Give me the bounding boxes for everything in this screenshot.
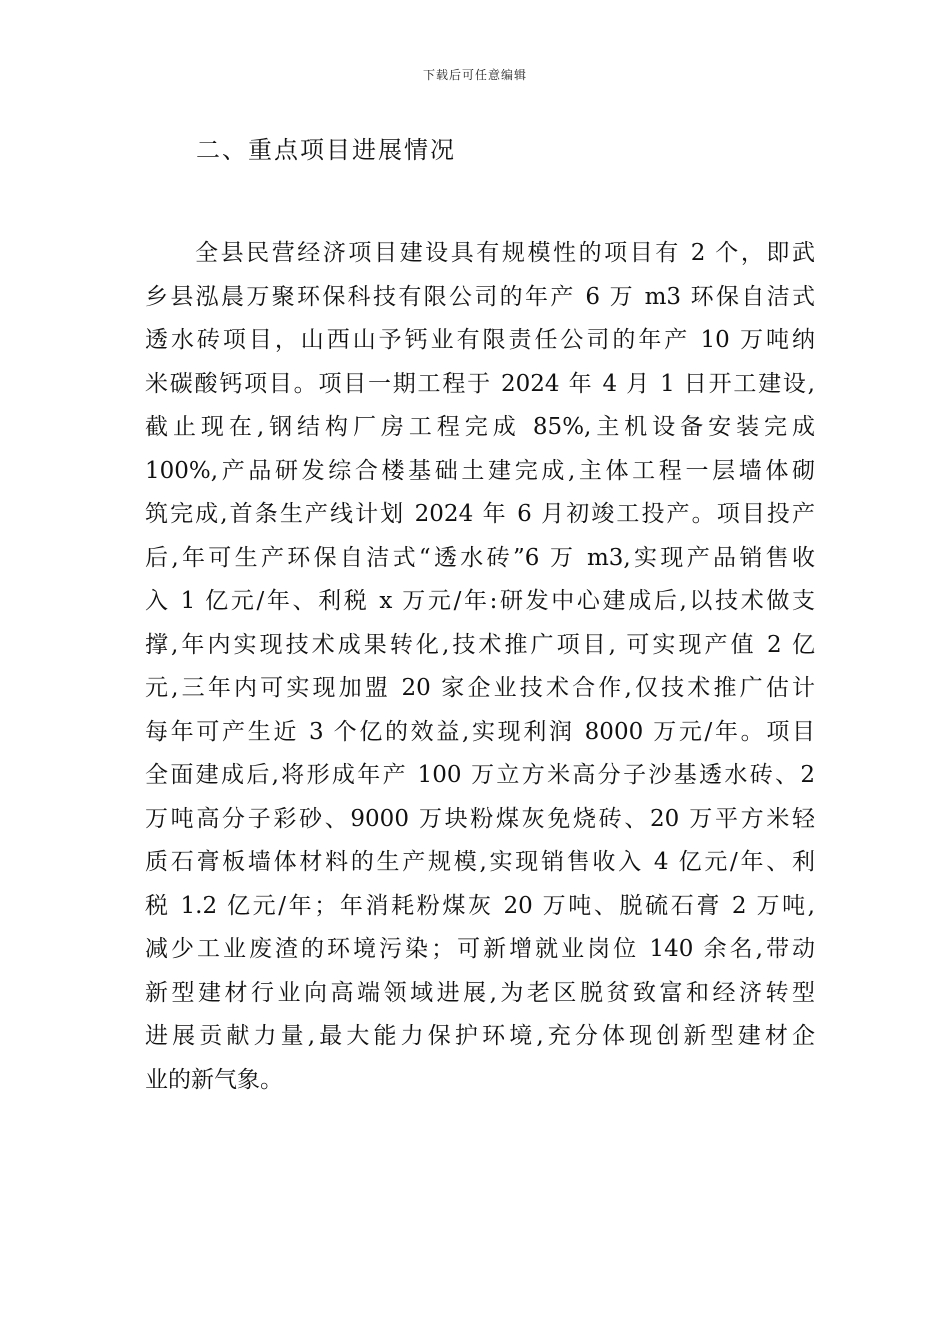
paragraph-line: 撑,年内实现技术成果转化,技术推广项目, 可实现产值 2 亿 bbox=[145, 631, 815, 658]
section-heading: 二、重点项目进展情况 bbox=[196, 136, 456, 164]
paragraph-line: 入 1 亿元/年、利税 x 万元/年:研发中心建成后,以技术做支 bbox=[145, 588, 815, 614]
body-paragraph bbox=[145, 232, 815, 1102]
paragraph-line: 每年可产生近 3 个亿的效益,实现利润 8000 万元/年。项目 bbox=[145, 718, 815, 745]
paragraph-line: 质石膏板墙体材料的生产规模,实现销售收入 4 亿元/年、利 bbox=[145, 849, 815, 875]
paragraph-line: 透水砖项目，山西山予钙业有限责任公司的年产 10 万吨纳 bbox=[145, 327, 815, 353]
paragraph-line: 全县民营经济项目建设具有规模性的项目有 2 个，即武 bbox=[195, 240, 815, 266]
paragraph-line: 进展贡献力量,最大能力保护环境,充分体现创新型建材企 bbox=[145, 1023, 815, 1049]
paragraph-line: 新型建材行业向高端领域进展,为老区脱贫致富和经济转型 bbox=[145, 979, 815, 1006]
paragraph-line: 米碳酸钙项目。项目一期工程于 2024 年 4 月 1 日开工建设, bbox=[145, 370, 815, 397]
download-note: 下载后可任意编辑 bbox=[422, 68, 527, 82]
paragraph-line: 全面建成后,将形成年产 100 万立方米高分子沙基透水砖、2 bbox=[145, 762, 815, 788]
paragraph-line: 元,三年内可实现加盟 20 家企业技术合作,仅技术推广估计 bbox=[145, 675, 815, 701]
paragraph-line: 乡县泓晨万聚环保科技有限公司的年产 6 万 m3 环保自洁式 bbox=[145, 283, 815, 310]
paragraph-line: 万吨高分子彩砂、9000 万块粉煤灰免烧砖、20 万平方米轻 bbox=[145, 805, 815, 832]
paragraph-line: 100%,产品研发综合楼基础土建完成,主体工程一层墙体砌 bbox=[145, 457, 815, 484]
paragraph-line: 税 1.2 亿元/年；年消耗粉煤灰 20 万吨、脱硫石膏 2 万吨, bbox=[145, 892, 815, 919]
paragraph-line: 筑完成,首条生产线计划 2024 年 6 月初竣工投产。项目投产 bbox=[145, 501, 815, 527]
paragraph-line: 减少工业废渣的环境污染；可新增就业岗位 140 余名,带动 bbox=[145, 936, 815, 962]
paragraph-line: 后,年可生产环保自洁式“透水砖”6 万 m3,实现产品销售收 bbox=[145, 544, 815, 571]
paragraph-line: 业的新气象。 bbox=[145, 1066, 283, 1093]
paragraph-line: 截止现在,钢结构厂房工程完成 85%,主机设备安装完成 bbox=[145, 414, 815, 440]
